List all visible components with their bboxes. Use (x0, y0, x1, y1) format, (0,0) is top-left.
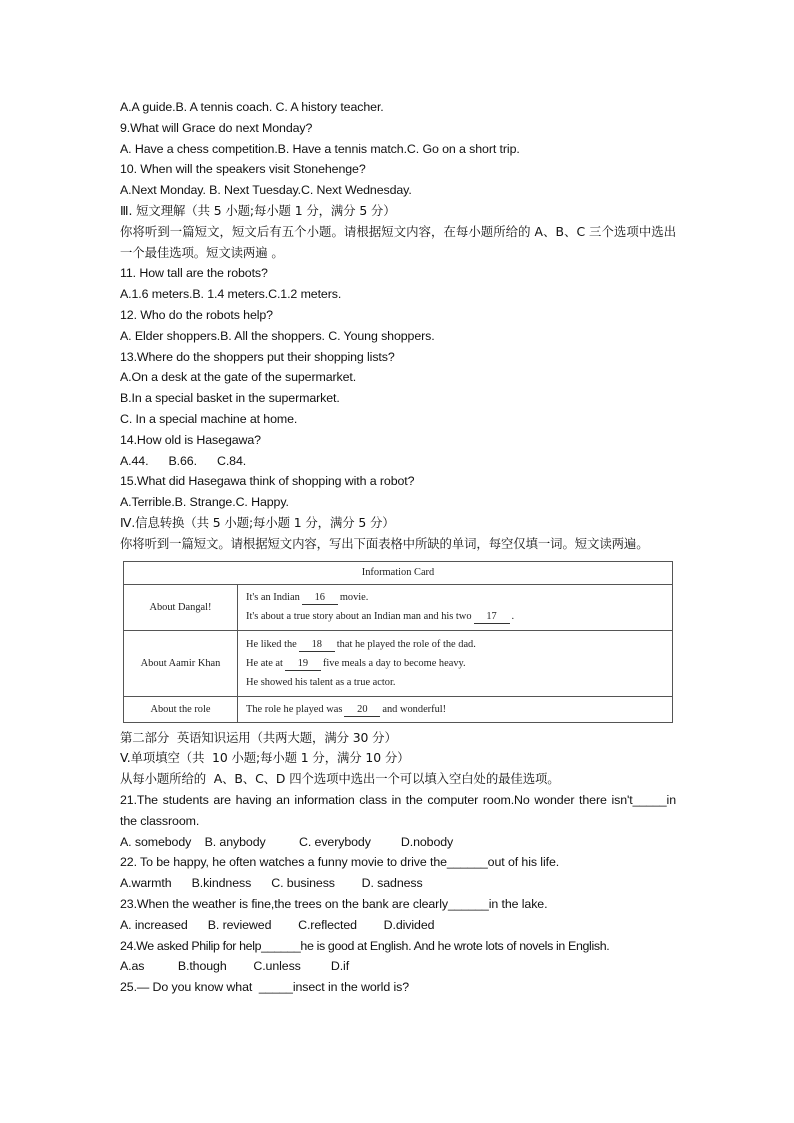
question-line: 15.What did Hasegawa think of shopping with a robot? (120, 474, 415, 489)
question-line: 12. Who do the robots help? (120, 307, 273, 322)
text-line: A.44. B.66. C.84. (120, 453, 247, 468)
text-line: A.A guide.B. A tennis coach. C. A history teacher. (120, 100, 384, 114)
card-text: . (511, 611, 515, 623)
card-line (246, 700, 664, 719)
blank-20: 20 (344, 704, 380, 717)
options-line: A.as B.though C.unless D.if (120, 959, 350, 974)
card-text: He showed his talent as a true actor. (246, 676, 396, 688)
information-card (123, 561, 673, 723)
blank-16: 16 (302, 592, 338, 605)
question-line: 11. How tall are the robots? (120, 266, 268, 281)
question-25: 25.— Do you know what _____insect in the world is? (120, 980, 409, 995)
instruction-paragraph: 你将听到一篇短文，短文后有五个小题。请根据短文内容，在每小题所给的 A、B、C 三个选项中选出一个最佳选项。短文读两遍 。 (120, 223, 676, 260)
text-line: A.Next Monday. B. Next Tuesday.C. Next Wednesday. (120, 183, 412, 198)
card-text: five meals a day to become heavy. (322, 657, 466, 669)
options-line: A. somebody B. anybody C. everybody D.nobody (120, 834, 454, 849)
question-line: 9.What will Grace do next Monday? (120, 120, 313, 135)
card-row-label: About Aamir Khan (124, 630, 238, 696)
card-row-content (238, 696, 673, 722)
section-heading: Ⅳ.信息转换（共 5 小题;每小题 1 分，满分 5 分） (120, 514, 395, 530)
card-line (246, 588, 664, 607)
question-line: 10. When will the speakers visit Stonehenge? (120, 162, 366, 177)
question-21: 21.The students are having an information class in the computer room.No wonder there isn't_____in the classroom. (120, 792, 676, 828)
question-23: 23.When the weather is fine,the trees on the bank are clearly______in the lake. (120, 896, 548, 911)
card-row-label: About Dangal! (124, 584, 238, 630)
blank-17: 17 (474, 611, 510, 624)
options-line: A.warmth B.kindness C. business D. sadness (120, 876, 423, 891)
card-text: The role he played was (246, 703, 343, 715)
question-line: 14.How old is Hasegawa? (120, 432, 261, 447)
card-line (246, 635, 664, 654)
text-line: A.1.6 meters.B. 1.4 meters.C.1.2 meters. (120, 287, 342, 302)
card-line (246, 654, 664, 673)
card-text: He liked the (246, 638, 297, 650)
card-row-content (238, 630, 673, 696)
card-text: It's about a true story about an Indian man and his two (246, 611, 472, 623)
part-heading: 第二部分 英语知识运用（共两大题，满分 30 分） (120, 729, 397, 745)
section-heading: Ⅲ. 短文理解（共 5 小题;每小题 1 分，满分 5 分） (120, 202, 396, 218)
card-text: movie. (339, 592, 369, 604)
blank-18: 18 (299, 639, 335, 652)
text-line: A.On a desk at the gate of the supermarket. (120, 370, 357, 385)
card-line (246, 607, 664, 626)
section-heading: V.单项填空（共 10 小题;每小题 1 分，满分 10 分） (120, 750, 410, 766)
instruction-paragraph: 你将听到一篇短文。请根据短文内容，写出下面表格中所缺的单词，每空仅填一词。短文读两遍。 (120, 535, 649, 551)
card-row-content (238, 584, 673, 630)
text-line: A. Have a chess competition.B. Have a tennis match.C. Go on a short trip. (120, 141, 520, 156)
card-line (246, 673, 664, 692)
question-line: 13.Where do the shoppers put their shopping lists? (120, 349, 395, 364)
card-text: He ate at (246, 657, 283, 669)
instruction-line: 从每小题所给的 A、B、C、D 四个选项中选出一个可以填入空白处的最佳选项。 (120, 771, 560, 787)
question-24: 24.We asked Philip for help______he is good at English. And he wrote lots of novels in English. (120, 938, 610, 953)
card-text: It's an Indian (246, 592, 300, 604)
text-line: C. In a special machine at home. (120, 411, 298, 426)
text-line: A.Terrible.B. Strange.C. Happy. (120, 495, 289, 510)
blank-19: 19 (285, 658, 321, 671)
card-text: that he played the role of the dad. (336, 638, 476, 650)
options-line: A. increased B. reviewed C.reflected D.divided (120, 917, 435, 932)
card-row-label: About the role (124, 696, 238, 722)
card-text: and wonderful! (382, 703, 447, 715)
text-line: B.In a special basket in the supermarket. (120, 391, 340, 406)
page-content (120, 97, 676, 998)
text-line: A. Elder shoppers.B. All the shoppers. C. Young shoppers. (120, 328, 435, 343)
card-title: Information Card (124, 561, 673, 584)
question-22: 22. To be happy, he often watches a funny movie to drive the______out of his life. (120, 855, 560, 870)
